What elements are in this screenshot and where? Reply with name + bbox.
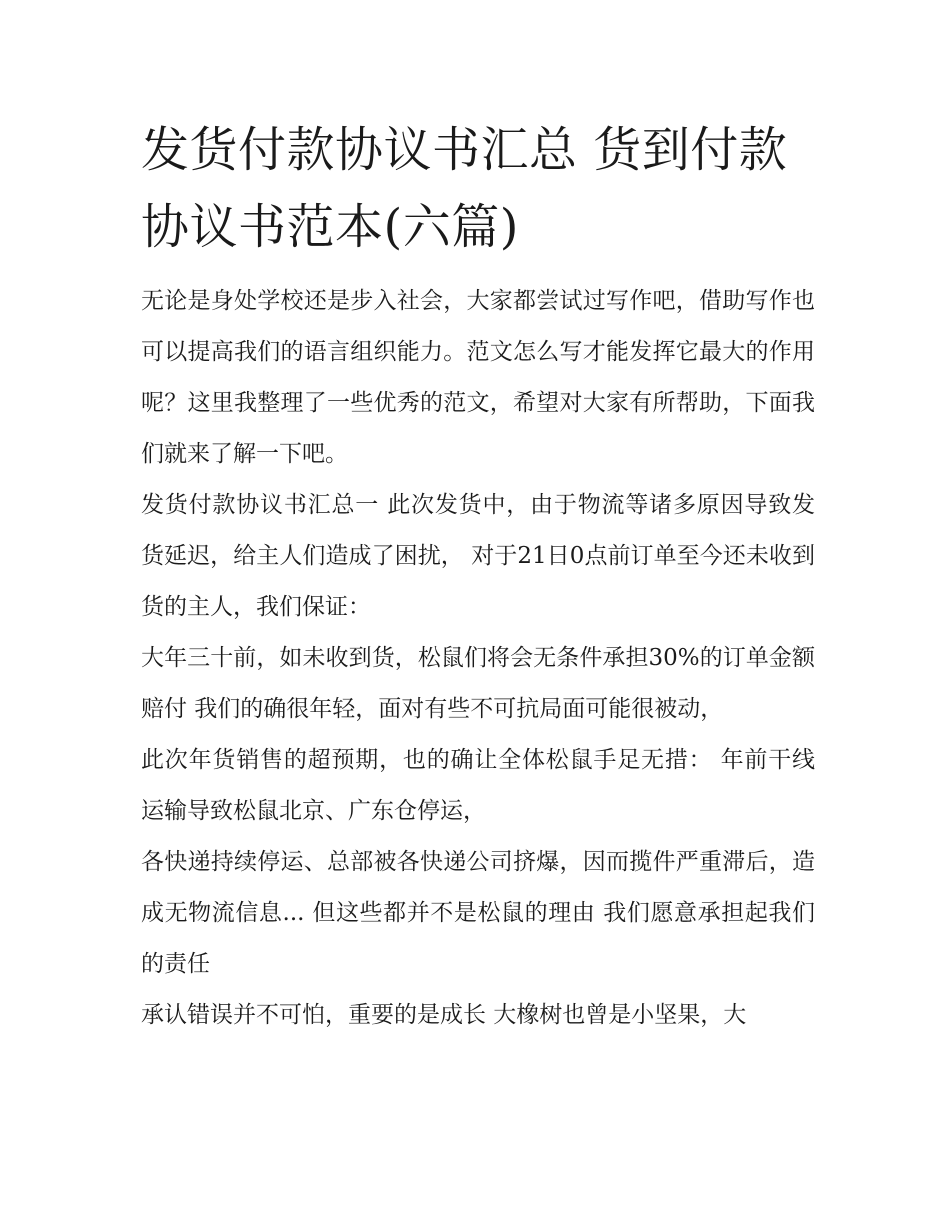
body-paragraph: 此次年货销售的超预期，也的确让全体松鼠手足无措： 年前干线运输导致松鼠北京、广东仓停运，	[141, 747, 815, 824]
body-paragraph: 发货付款协议书汇总一 此次发货中，由于物流等诸多原因导致发货延迟，给主人们造成了困扰， 对于21日0点前订单至今还未收到货的主人，我们保证：	[141, 492, 815, 620]
intro-paragraph: 无论是身处学校还是步入社会，大家都尝试过写作吧，借助写作也可以提高我们的语言组织能力。范文怎么写才能发挥它最大的作用呢？这里我整理了一些优秀的范文，希望对大家有所帮助，下面我们就来了解一下吧。	[141, 288, 815, 467]
body-paragraph: 各快递持续停运、总部被各快递公司挤爆，因而揽件严重滞后，造成无物流信息... 但这些都并不是松鼠的理由 我们愿意承担起我们的责任	[141, 849, 815, 977]
document-title: 发货付款协议书汇总 货到付款协议书范本(六篇)	[141, 122, 788, 255]
document-page	[141, 112, 815, 1041]
body-paragraph: 承认错误并不可怕，重要的是成长 大橡树也曾是小坚果，大	[141, 1002, 747, 1028]
body-paragraph: 大年三十前，如未收到货，松鼠们将会无条件承担30%的订单金额赔付 我们的确很年轻，面对有些不可抗局面可能很被动，	[141, 645, 815, 722]
